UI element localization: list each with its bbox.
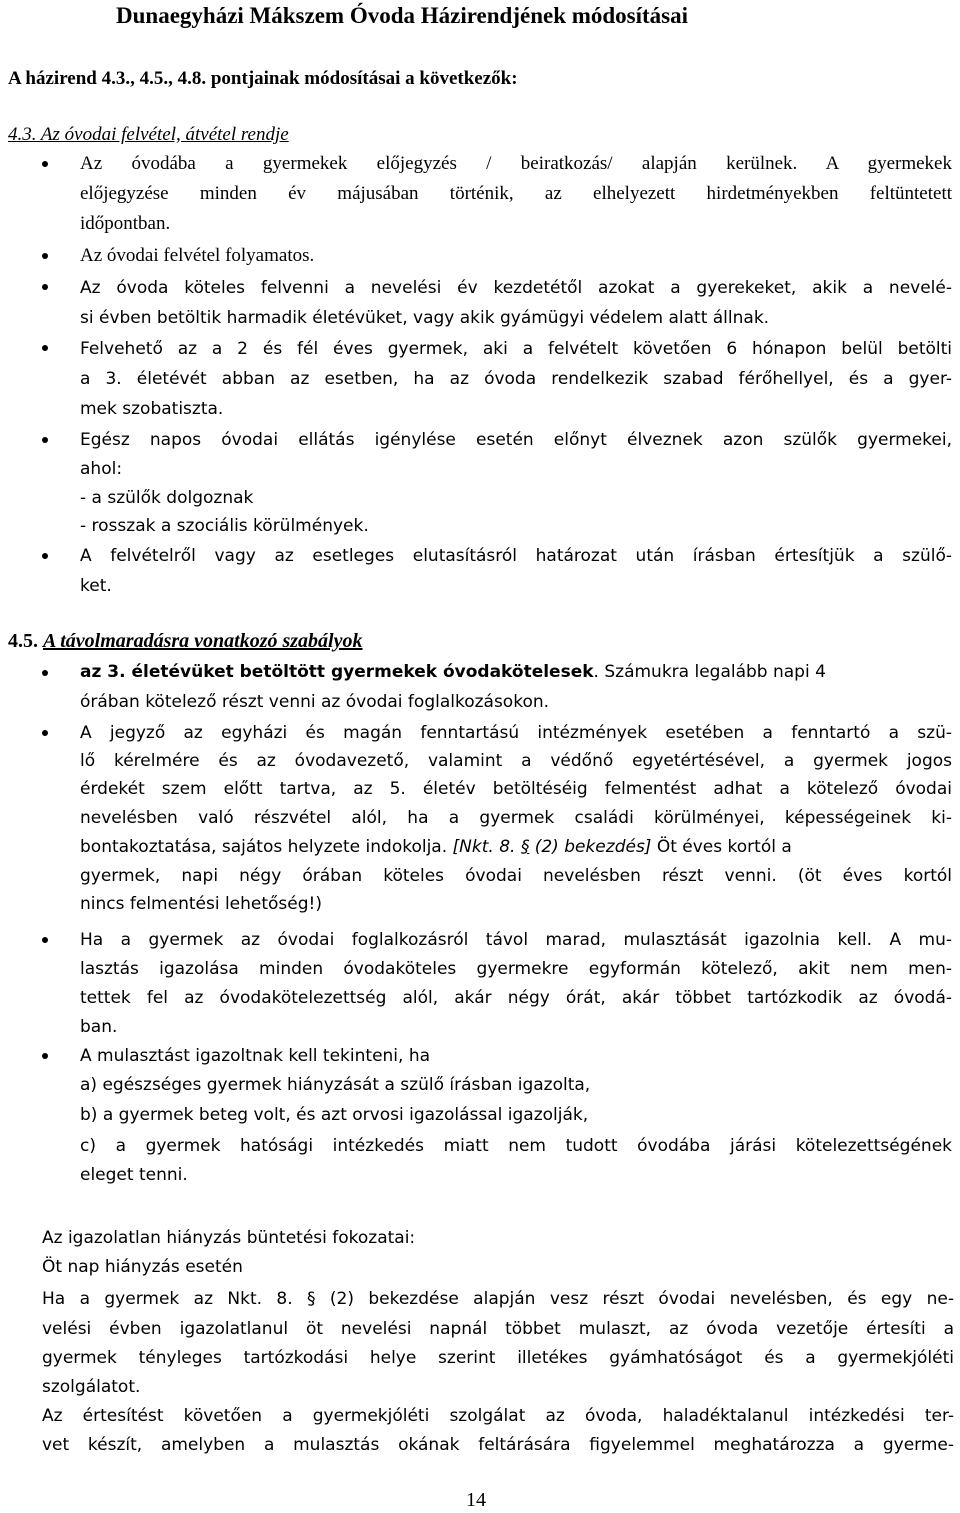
s45-b2-line2: lő kérelmére és az óvodavezető, valamint a védőnő egyetértésével, a gyermek jogos bbox=[80, 751, 952, 771]
s45-b4-c-line2: eleget tenni. bbox=[80, 1165, 188, 1185]
page-number: 14 bbox=[466, 1489, 486, 1511]
bullet-icon bbox=[42, 553, 48, 559]
s43-b5-line1: Egész napos óvodai ellátás igénylése esetén előnyt élveznek azon szülők gyermekei, bbox=[80, 430, 952, 450]
bullet-icon bbox=[42, 161, 48, 167]
s45-b2-line5-e: Öt éves kortól a bbox=[651, 837, 792, 857]
section-4-5-number: 4.5. bbox=[8, 630, 43, 652]
section-4-5-heading bbox=[8, 628, 362, 654]
s43-b2: Az óvodai felvétel folyamatos. bbox=[80, 245, 315, 266]
s45-b4-c-line1: c) a gyermek hatósági intézkedés miatt nem tudott óvodába járási kötelezettségének bbox=[80, 1136, 952, 1156]
s45-b3-line2: lasztás igazolása minden óvodaköteles gyermekre egyformán kötelező, akit nem men- bbox=[80, 959, 952, 979]
bullet-icon bbox=[42, 730, 48, 736]
s45-b2-line6: gyermek, napi négy órában köteles óvodai nevelésben részt venni. (öt éves kortól bbox=[80, 866, 952, 886]
paragraph-sign-icon: § bbox=[520, 837, 530, 857]
s45-b1-line2: órában kötelező részt venni az óvodai foglalkozásokon. bbox=[80, 692, 550, 712]
penalty-p3-line4: szolgálatot. bbox=[42, 1377, 141, 1397]
s45-b1-bold: az 3. életévüket betöltött gyermekek óvodakötelesek bbox=[80, 662, 594, 682]
s43-b1-line2: előjegyzése minden év májusában történik, az elhelyezett hirdetményekben feltüntetett bbox=[80, 183, 952, 204]
s45-b4-b: b) a gyermek beteg volt, és azt orvosi igazolással igazolják, bbox=[80, 1105, 589, 1125]
s45-b2-line5-a: bontakoztatása, sajátos helyzete indokolja. bbox=[80, 837, 453, 857]
section-4-3-number: 4.3. bbox=[8, 124, 41, 145]
penalty-p3-line1: Ha a gyermek az Nkt. 8. § (2) bekezdése alapján vesz részt óvodai nevelésben, és egy ne- bbox=[42, 1289, 954, 1309]
penalty-heading: Az igazolatlan hiányzás büntetési fokozatai: bbox=[42, 1228, 416, 1248]
section-4-3-title: Az óvodai felvétel, átvétel rendje bbox=[40, 124, 289, 145]
penalty-p4-line2: vet készít, amelyben a mulasztás okának feltárására figyelemmel meghatározza a gyerme- bbox=[42, 1435, 954, 1455]
s45-b3-line1: Ha a gyermek az óvodai foglalkozásról távol marad, mulasztását igazolnia kell. A mu- bbox=[80, 930, 952, 950]
s43-b1-line3: időpontban. bbox=[80, 213, 171, 234]
s45-b4-line1: A mulasztást igazoltnak kell tekinteni, ha bbox=[80, 1046, 431, 1066]
s43-b4-line2: a 3. életévét abban az esetben, ha az óvoda rendelkezik szabad férőhellyel, és a gyer- bbox=[80, 369, 952, 389]
s43-b5-line2: ahol: bbox=[80, 459, 123, 479]
section-4-5-title: A távolmaradásra vonatkozó szabályok bbox=[43, 630, 363, 652]
bullet-icon bbox=[42, 1053, 48, 1059]
document-title: Dunaegyházi Mákszem Óvoda Házirendjének módosításai bbox=[116, 3, 689, 28]
s45-b3-line3: tettek fel az óvodakötelezettség alól, akár négy órát, akár többet tartózkodik az óvodá- bbox=[80, 988, 952, 1008]
penalty-subheading: Öt nap hiányzás esetén bbox=[42, 1257, 243, 1277]
penalty-p3-line3: gyermek tényleges tartózkodási helye szerint illetékes gyámhatóságot és a gyermekjóléti bbox=[42, 1348, 954, 1368]
s43-b6-line2: ket. bbox=[80, 576, 112, 596]
s45-b1-rest: . Számukra legalább napi 4 bbox=[593, 662, 826, 682]
s43-b3-line2: si évben betöltik harmadik életévüket, vagy akik gyámügyi védelem alatt állnak. bbox=[80, 308, 770, 328]
s43-b5-line3: - a szülők dolgoznak bbox=[80, 488, 254, 508]
section-4-3-heading bbox=[8, 122, 289, 148]
bullet-icon bbox=[42, 345, 48, 351]
bullet-icon bbox=[42, 253, 48, 259]
s43-b6-line1: A felvételről vagy az esetleges elutasításról határozat után írásban értesítjük a szülő- bbox=[80, 546, 952, 566]
s43-b1-line1: Az óvodába a gyermekek előjegyzés / beiratkozás/ alapján kerülnek. A gyermekek bbox=[80, 153, 952, 174]
bullet-icon bbox=[42, 284, 48, 290]
s45-b4-a: a) egészséges gyermek hiányzását a szülő írásban igazolta, bbox=[80, 1075, 591, 1095]
s45-b2-line5 bbox=[80, 834, 792, 860]
s45-b2-citation-end: (2) bekezdés] bbox=[529, 837, 652, 857]
penalty-p3-line2: velési évben igazolatlanul öt nevelési napnál többet mulaszt, az óvoda vezetője értesíti a bbox=[42, 1319, 954, 1339]
s43-b5-line4: - rosszak a szociális körülmények. bbox=[80, 516, 369, 536]
s45-b1-line1 bbox=[80, 659, 952, 685]
s43-b4-line1: Felvehető az a 2 és fél éves gyermek, aki a felvételt követően 6 hónapon belül betölti bbox=[80, 339, 952, 359]
intro-line: A házirend 4.3., 4.5., 4.8. pontjainak módosításai a következők: bbox=[8, 68, 518, 89]
s45-b2-citation: [Nkt. 8. bbox=[452, 837, 521, 857]
s45-b2-line4: nevelésben való részvétel alól, ha a gyermek családi körülményei, képességeinek ki- bbox=[80, 808, 952, 828]
s45-b2-line3: érdekét szem előtt tartva, az 5. életév betöltéséig felmentést adhat a kötelező óvodai bbox=[80, 779, 952, 799]
penalty-p4-line1: Az értesítést követően a gyermekjóléti szolgálat az óvoda, haladéktalanul intézkedési ter- bbox=[42, 1406, 954, 1426]
bullet-icon bbox=[42, 670, 48, 676]
s45-b3-line4: ban. bbox=[80, 1017, 118, 1037]
bullet-icon bbox=[42, 937, 48, 943]
s45-b2-line7: nincs felmentési lehetőség!) bbox=[80, 894, 322, 914]
s43-b4-line3: mek szobatiszta. bbox=[80, 399, 224, 419]
s43-b3-line1: Az óvoda köteles felvenni a nevelési év kezdetétől azokat a gyerekeket, akik a nevelé- bbox=[80, 278, 952, 298]
bullet-icon bbox=[42, 437, 48, 443]
s45-b2-line1: A jegyző az egyházi és magán fenntartású intézmények esetében a fenntartó a szü- bbox=[80, 723, 952, 743]
